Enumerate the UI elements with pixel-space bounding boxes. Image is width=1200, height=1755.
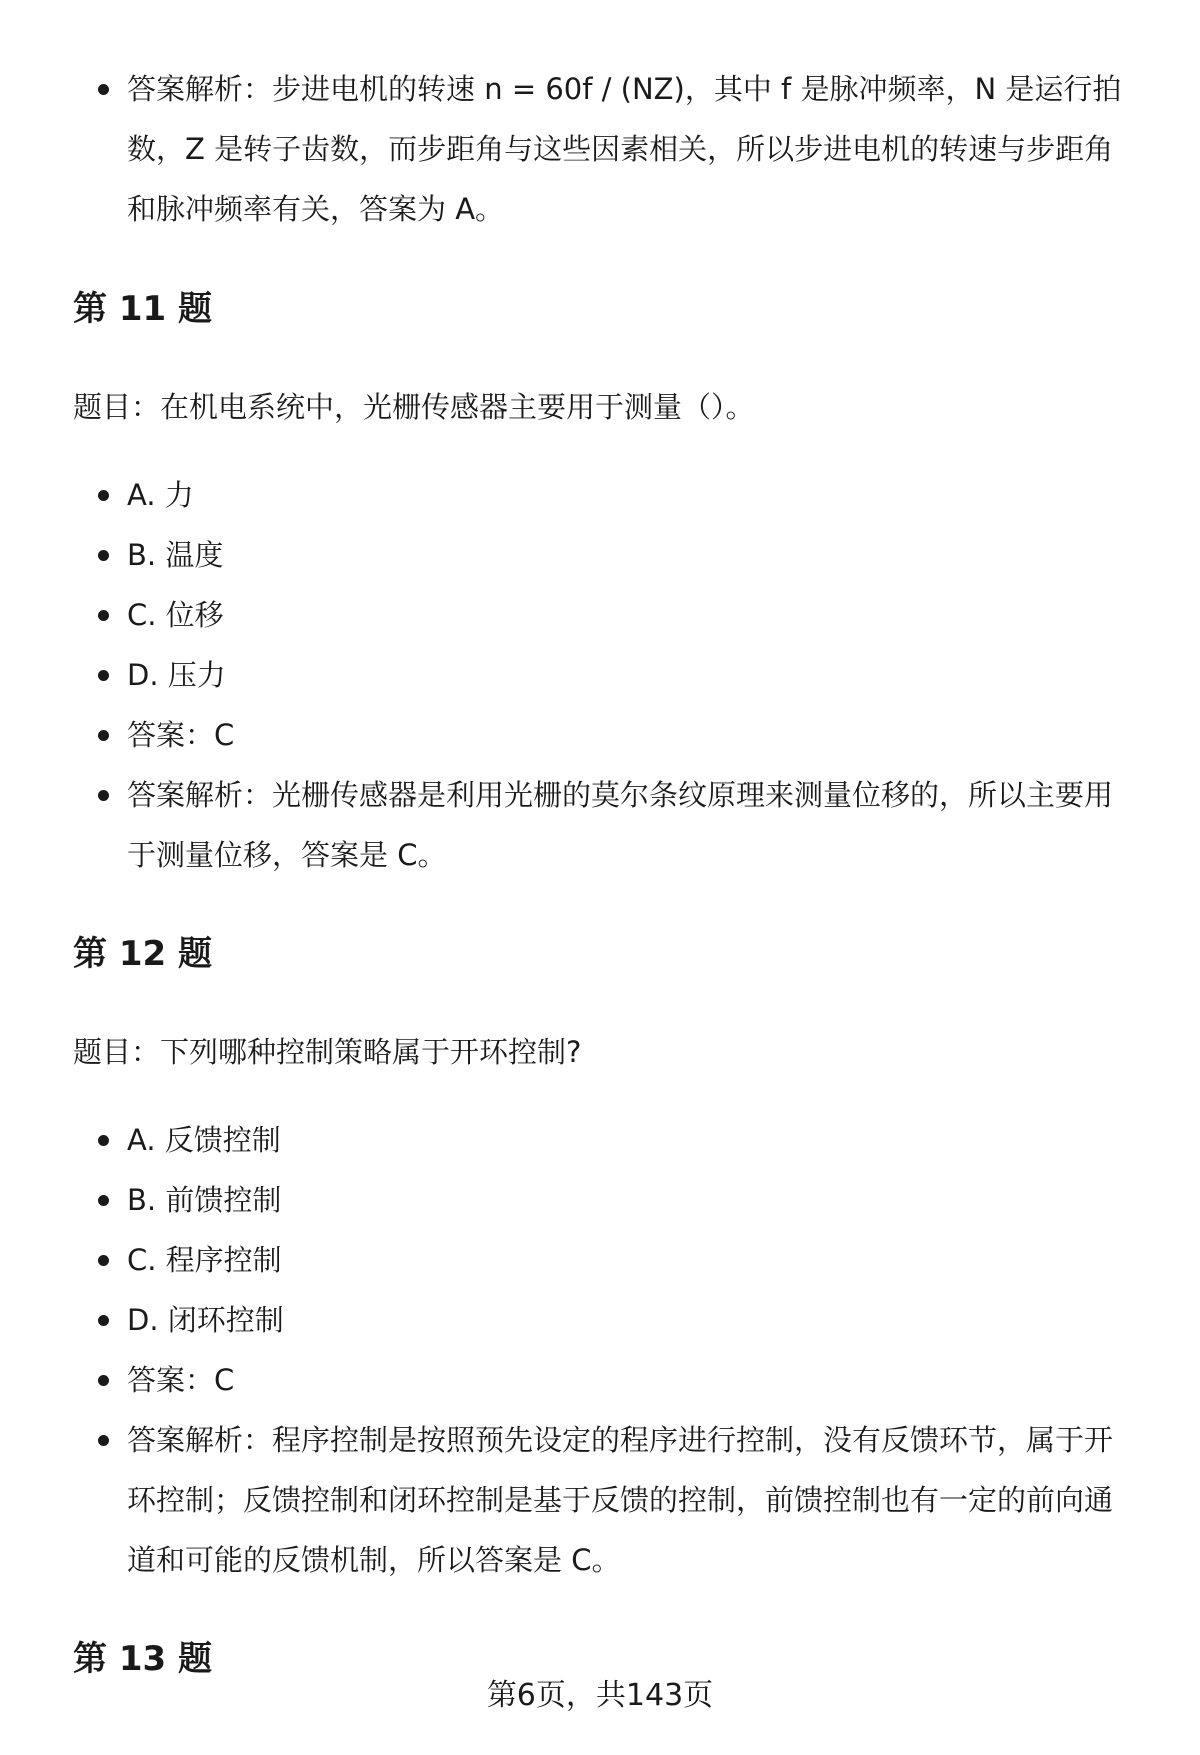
q11-options-list [0, 465, 1200, 885]
q11-option-a: A. 力 [0, 465, 1200, 525]
q12-options-list [0, 1110, 1200, 1590]
q11-option-b: B. 温度 [0, 525, 1200, 585]
q12-question: 题目：下列哪种控制策略属于开环控制? [73, 1035, 582, 1069]
q12-option-b: B. 前馈控制 [0, 1170, 1200, 1230]
q11-option-c: C. 位移 [0, 585, 1200, 645]
q12-option-d: D. 闭环控制 [0, 1290, 1200, 1350]
q11-option-d: D. 压力 [0, 645, 1200, 705]
q11-heading: 第 11 题 [73, 289, 212, 329]
page-indicator: 第6页，共143页 [486, 1678, 714, 1713]
q11-analysis: 答案解析：光栅传感器是利用光栅的莫尔条纹原理来测量位移的，所以主要用于测量位移，答案是 C。 [0, 765, 1200, 885]
q13-heading: 第 13 题 [73, 1639, 212, 1679]
q12-analysis: 答案解析：程序控制是按照预先设定的程序进行控制，没有反馈环节，属于开环控制；反馈控制和闭环控制是基于反馈的控制，前馈控制也有一定的前向通道和可能的反馈机制，所以答案是 C。 [0, 1410, 1200, 1590]
q12-answer: 答案：C [0, 1350, 1200, 1410]
q11-question: 题目：在机电系统中，光栅传感器主要用于测量（）。 [73, 390, 755, 424]
q10-analysis: 答案解析：步进电机的转速 n = 60f / (NZ)，其中 f 是脉冲频率，N 是运行拍数，Z 是转子齿数，而步距角与这些因素相关，所以步进电机的转速与步距角和脉冲频率有关，答案为 A。 [0, 59, 1200, 239]
q11-answer: 答案：C [0, 705, 1200, 765]
q12-heading: 第 12 题 [73, 934, 212, 974]
q12-option-c: C. 程序控制 [0, 1230, 1200, 1290]
q10-answer-list [0, 59, 1200, 239]
q12-option-a: A. 反馈控制 [0, 1110, 1200, 1170]
